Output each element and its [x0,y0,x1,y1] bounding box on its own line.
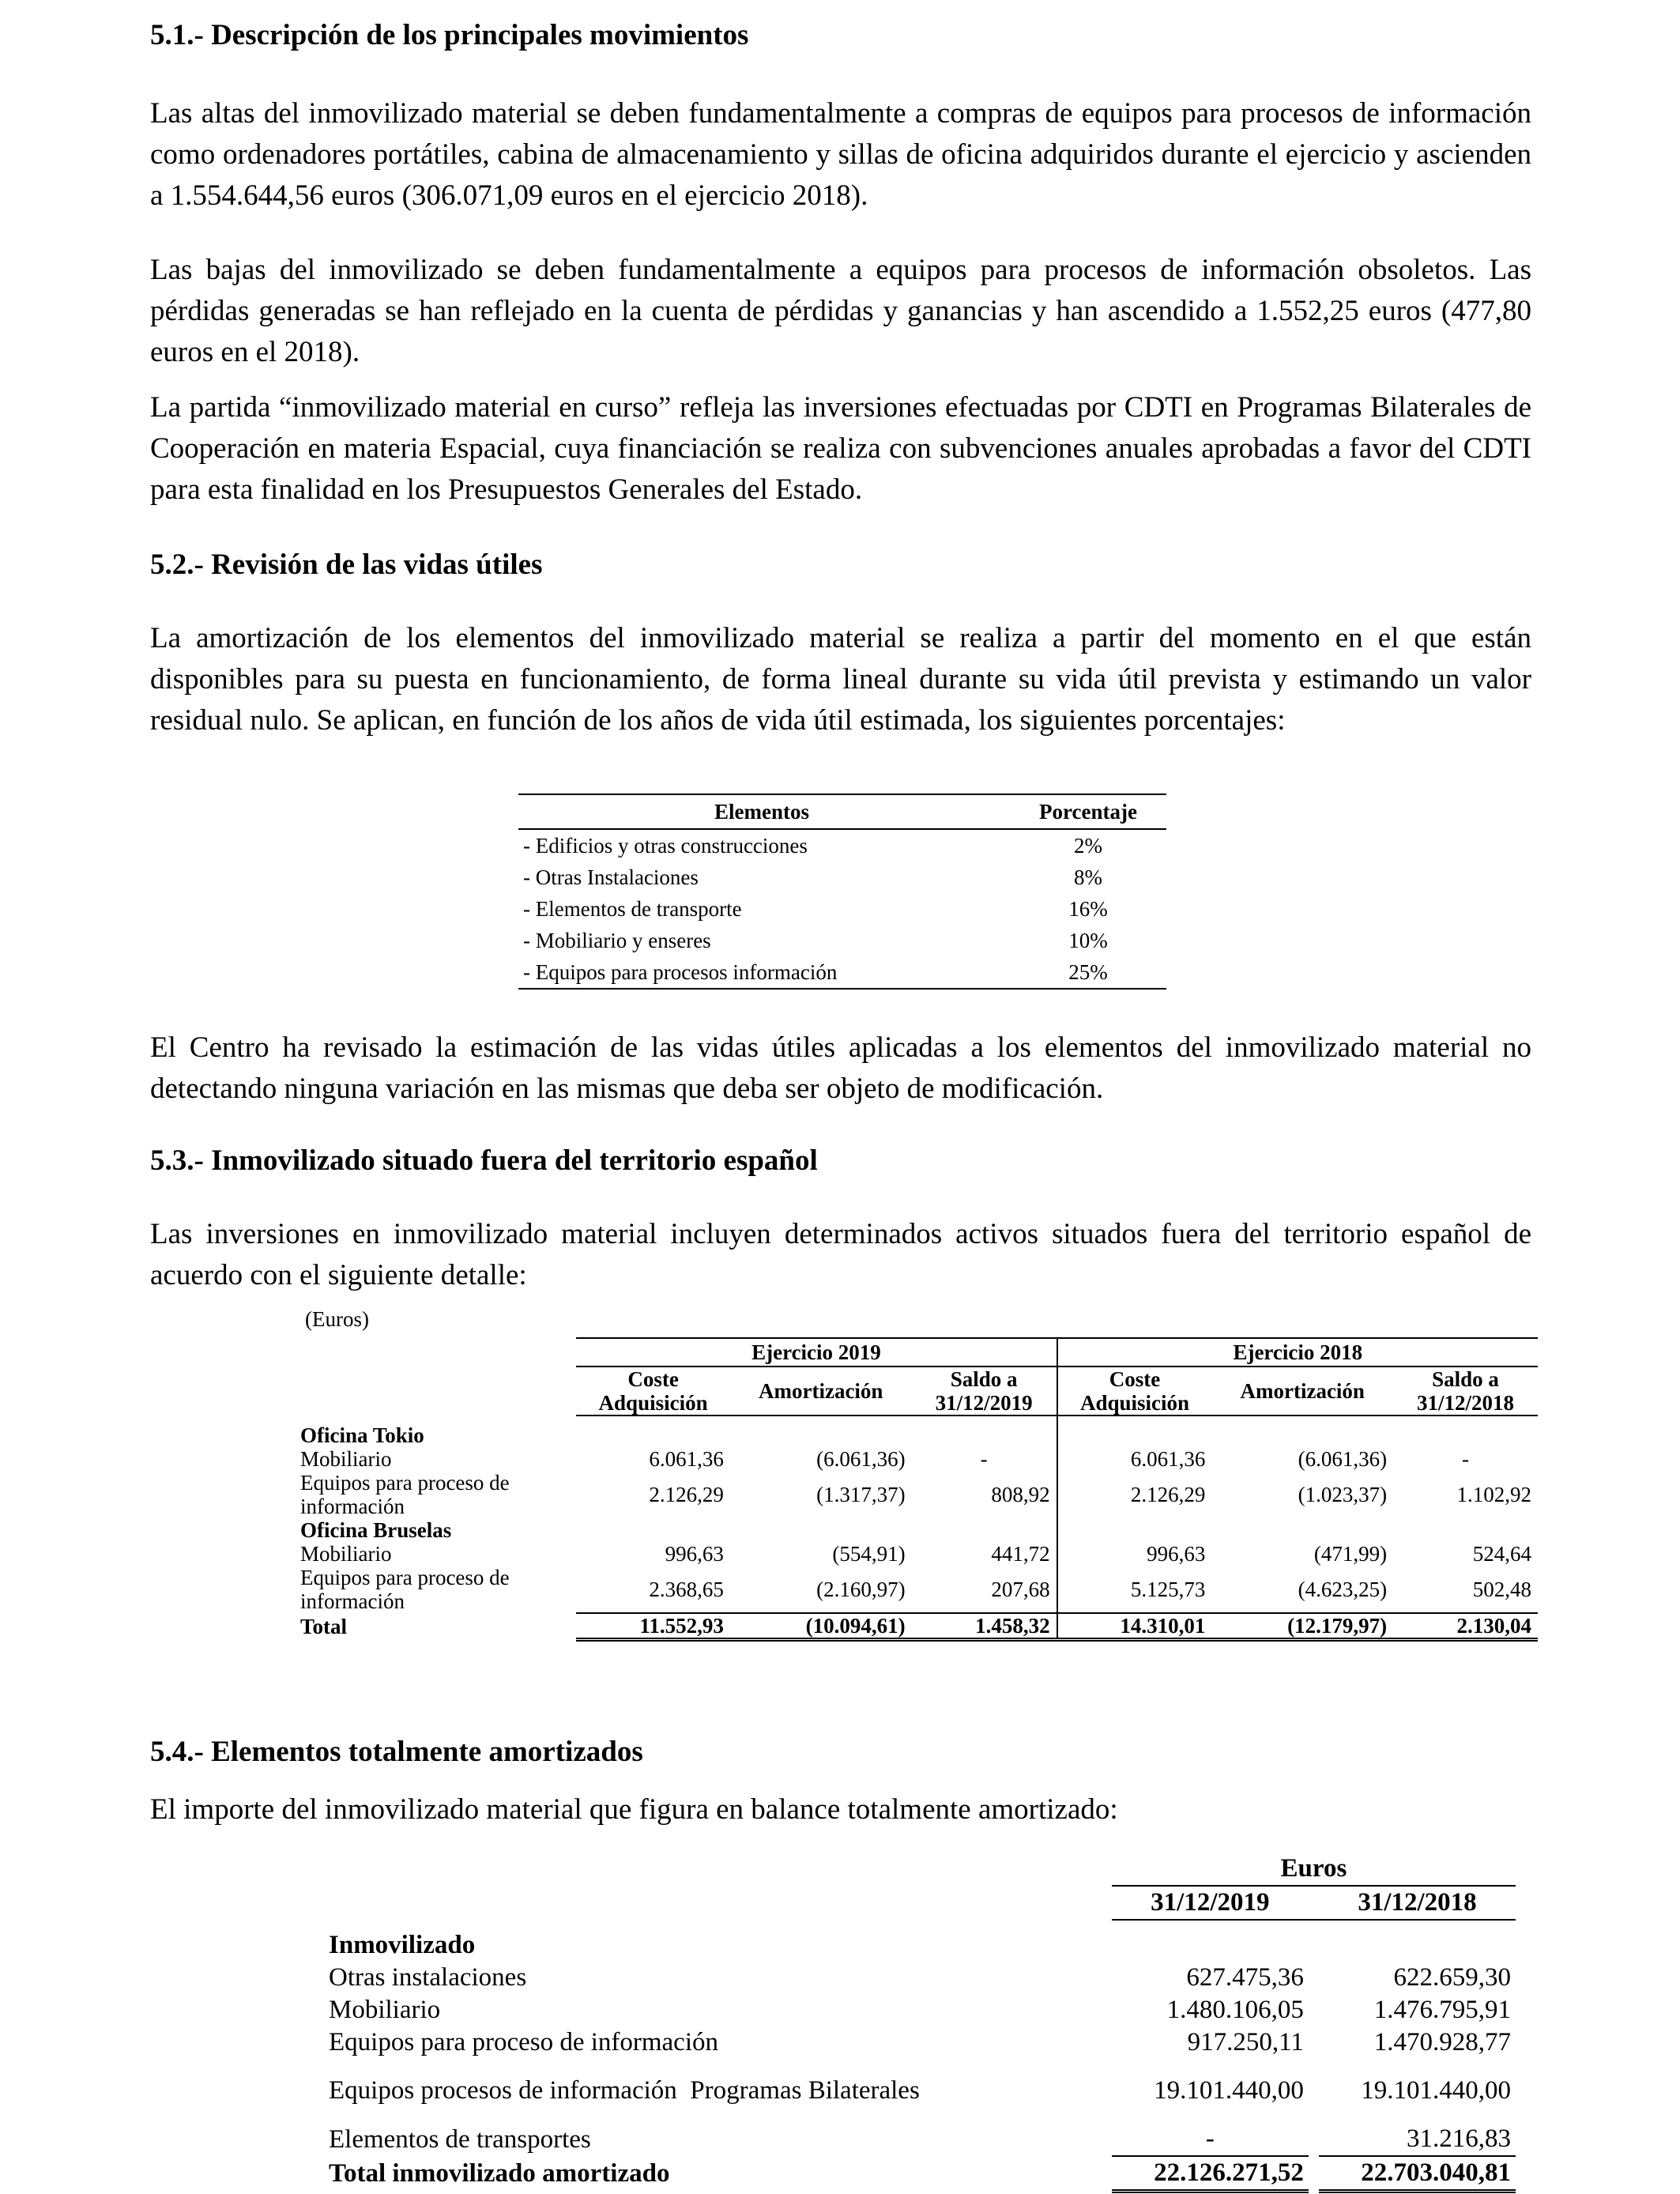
col-coste-2019: Coste Adquisición [576,1367,730,1416]
cell: 6.061,36 [1057,1447,1212,1471]
row-label: - Elementos de transporte [523,897,742,921]
table-row [518,893,1166,925]
total-label: Total inmovilizado amortizado [329,2158,670,2188]
unit-header: Euros [1112,1853,1516,1886]
row-value: 8% [1074,865,1102,889]
row-label: Elementos de transportes [329,2124,591,2154]
row-label: - Equipos para procesos información [518,956,1010,989]
row-label: - Edificios y otras construcciones [523,834,808,858]
row-label: - Mobiliario y enseres [523,929,711,952]
row-label: Mobiliario [300,1447,392,1471]
row-value: 10% [1068,929,1108,952]
office-bruselas: Oficina Bruselas [300,1518,452,1542]
cell: 22.703.040,81 [1319,2156,1516,2192]
cell: (1.023,37) [1298,1483,1388,1506]
cell: (10.094,61) [730,1613,912,1640]
section-heading-5-4: 5.4.- Elementos totalmente amortizados [150,1736,643,1768]
row-value: 16% [1068,897,1108,921]
group-row [300,1416,1538,1447]
col-header-porcentaje: Porcentaje [1010,794,1166,829]
cell: (4.623,25) [1298,1577,1388,1601]
table-row [300,1471,1538,1518]
cell: 1.458,32 [912,1613,1057,1640]
paragraph-amortizacion: La amortización de los elementos del inmovilizado material se realiza a partir del momento en el que están disponibles para su puesta en funcionamiento, de forma lineal durante su vida útil prevista y estimando un valor residual nulo. Se aplican, en función de los años de vida útil estimada, los siguientes porcentajes: [150,622,1531,737]
table-row [322,2075,1516,2107]
cell: 622.659,30 [1393,1963,1511,1992]
cell: 1.476.795,91 [1373,1996,1511,2024]
table-row [518,956,1166,989]
paragraph-bajas: Las bajas del inmovilizado se deben fundamentalmente a equipos para procesos de información obsoletos. Las pérdidas generadas se han reflejado en la cuenta de pérdidas y ganancias y han ascendido a 1.552,25 euros (477,80 euros en el 2018). [150,254,1531,368]
col-coste-2018: Coste Adquisición [1057,1367,1212,1416]
cell: (471,99) [1313,1542,1388,1566]
cell: 2.126,29 [1057,1471,1212,1518]
section-heading-5-2: 5.2.- Revisión de las vidas útiles [150,548,543,581]
unit-label: (Euros) [305,1307,369,1331]
table-row [300,1566,1538,1613]
row-value: 25% [1010,956,1166,989]
cell: 2.130,04 [1393,1613,1538,1640]
cell: 6.061,36 [649,1447,724,1471]
cell: 2.368,65 [649,1577,724,1601]
cell: (6.061,36) [1298,1447,1388,1471]
cell: - [980,1447,988,1471]
cell: (12.179,97) [1211,1613,1393,1640]
table-row [322,1994,1516,2026]
paragraph-altas: Las altas del inmovilizado material se deben fundamentalmente a compras de equipos para procesos de información como ordenadores portátiles, cabina de almacenamiento y sillas de oficina adquiridos durante el ejercicio y ascienden a 1.554.644,56 euros (306.071,09 euros en el ejercicio 2018). [150,97,1531,212]
paragraph-totalmente-amortizado: El importe del inmovilizado material que figura en balance totalmente amortizado: [150,1793,1118,1826]
total-row [300,1613,1538,1640]
cell: - [1205,2124,1215,2153]
percentages-table [518,794,1166,990]
cell: 1.480.106,05 [1166,1996,1304,2024]
cell: (2.160,97) [816,1577,906,1601]
col-saldo-2019: Saldo a 31/12/2019 [912,1367,1057,1416]
cell: 441,72 [991,1542,1050,1566]
paragraph-fuera-territorio: Las inversiones en inmovilizado material incluyen determinados activos situados fuera del territorio español de acuerdo con el siguiente detalle: [150,1218,1531,1291]
paragraph-revision: El Centro ha revisado la estimación de las vidas útiles aplicadas a los elementos del inmovilizado material no detectando ninguna variación en las mismas que deba ser objeto de modificación. [150,1031,1531,1105]
cell: - [1462,1447,1470,1471]
section-heading-5-3: 5.3.- Inmovilizado situado fuera del territorio español [150,1144,818,1177]
table-row [518,861,1166,893]
table-row [300,1447,1538,1471]
row-label: Equipos procesos de información Programas Bilaterales [329,2076,920,2105]
col-2018: 31/12/2018 [1319,1886,1516,1920]
total-row [322,2156,1516,2192]
cell: 502,48 [1472,1577,1531,1601]
cell: 524,64 [1472,1542,1531,1566]
cell: 19.101.440,00 [1361,2076,1511,2105]
cell: 996,63 [1057,1542,1212,1566]
table-row [322,2026,1516,2059]
group-header-2019: Ejercicio 2019 [576,1338,1057,1367]
cell: 2.126,29 [649,1483,724,1506]
cell: 14.310,01 [1057,1613,1212,1640]
office-tokio: Oficina Tokio [300,1423,424,1447]
cell: 1.102,92 [1456,1483,1531,1506]
fully-amortized-table [322,1853,1516,2193]
cell: 996,63 [665,1542,724,1566]
cell: 1.470.928,77 [1373,2028,1511,2056]
row-label: - Otras Instalaciones [523,865,699,889]
cell: 11.552,93 [576,1613,730,1640]
row-label: Equipos para proceso de información [300,1566,510,1613]
group-header-2018: Ejercicio 2018 [1057,1338,1538,1367]
foreign-assets-table [300,1337,1538,1642]
table-row [300,1542,1538,1566]
col-header-elementos: Elementos [518,794,1010,829]
col-saldo-2018: Saldo a 31/12/2018 [1393,1367,1538,1416]
total-label: Total [300,1614,348,1638]
group-row [300,1518,1538,1542]
col-amort-2018: Amortización [1211,1367,1393,1416]
cell: 19.101.440,00 [1154,2076,1304,2105]
col-2019: 31/12/2019 [1112,1886,1309,1920]
cell: 207,68 [991,1577,1050,1601]
table-row [518,925,1166,956]
cell: (1.317,37) [816,1483,906,1506]
row-label: Equipos para proceso de información [300,1471,510,1518]
row-label: Equipos para proceso de información [329,2028,719,2056]
section-heading-5-1: 5.1.- Descripción de los principales movimientos [150,19,749,51]
row-value: 2% [1074,834,1102,858]
table-row [322,2123,1516,2156]
group-inmovilizado: Inmovilizado [329,1931,476,1959]
cell: 808,92 [991,1483,1050,1506]
row-label: Otras instalaciones [329,1963,527,1992]
cell: 917.250,11 [1187,2028,1304,2056]
cell: 5.125,73 [1057,1566,1212,1613]
table-row [518,829,1166,861]
cell: (554,91) [832,1542,906,1566]
cell: 22.126.271,52 [1112,2156,1309,2192]
table-row [322,1962,1516,1994]
paragraph-inmovilizado-en-curso: La partida “inmovilizado material en curso” refleja las inversiones efectuadas por CDTI en Programas Bilaterales de Cooperación en materia Espacial, cuya financiación se realiza con subvenciones anuales aprobadas a favor del CDTI para esta finalidad en los Presupuestos Generales del Estado. [150,391,1531,506]
col-amort-2019: Amortización [730,1367,912,1416]
cell: 627.475,36 [1186,1963,1304,1992]
cell: 31.216,83 [1407,2124,1511,2153]
row-label: Mobiliario [300,1542,392,1566]
cell: (6.061,36) [816,1447,906,1471]
row-label: Mobiliario [329,1996,441,2024]
